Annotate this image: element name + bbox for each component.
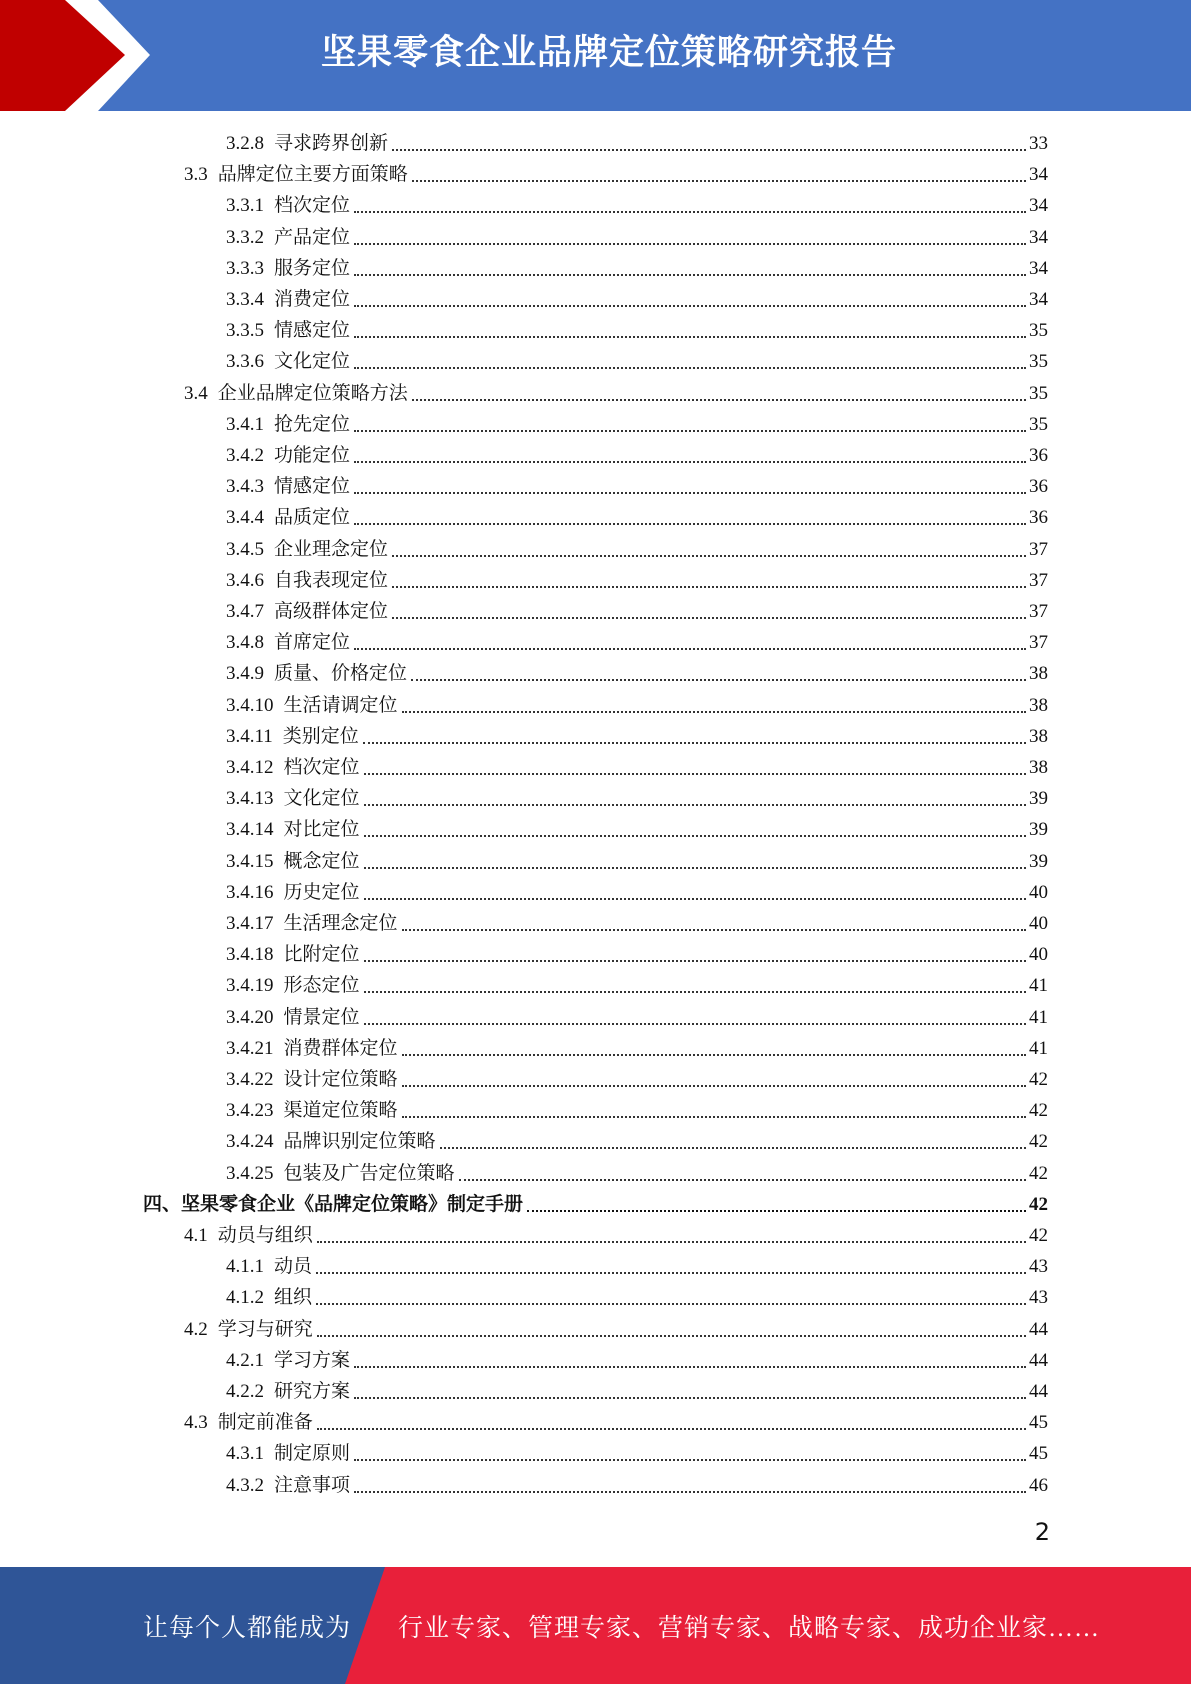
toc-dot-leader bbox=[364, 834, 1026, 837]
toc-entry[interactable] bbox=[226, 1002, 1048, 1033]
toc-dot-leader bbox=[527, 1209, 1026, 1212]
toc-entry[interactable] bbox=[184, 1220, 1048, 1251]
toc-entry[interactable] bbox=[226, 908, 1048, 939]
toc-entry[interactable] bbox=[226, 690, 1048, 721]
toc-entry-title: 生活请调定位 bbox=[283, 694, 398, 716]
toc-entry-title: 形态定位 bbox=[283, 975, 360, 997]
toc-entry-page: 36 bbox=[1029, 507, 1048, 529]
toc-dot-leader bbox=[354, 1365, 1026, 1368]
toc-entry[interactable] bbox=[226, 596, 1048, 627]
toc-entry-title: 功能定位 bbox=[274, 445, 351, 466]
footer-slogan-left: 让每个人都能成为 bbox=[143, 1615, 352, 1642]
toc-dot-leader bbox=[354, 429, 1026, 432]
toc-entry[interactable] bbox=[226, 565, 1048, 596]
toc-entry-title: 概念定位 bbox=[283, 850, 360, 872]
toc-entry-number: 3.3.3 bbox=[226, 257, 264, 279]
toc-entry-page: 37 bbox=[1029, 601, 1048, 622]
toc-entry[interactable] bbox=[226, 534, 1048, 565]
toc-entry-page: 39 bbox=[1029, 850, 1048, 872]
toc-entry[interactable] bbox=[226, 346, 1048, 377]
toc-entry-title: 高级群体定位 bbox=[274, 601, 389, 622]
toc-dot-leader bbox=[354, 335, 1026, 338]
toc-dot-leader bbox=[392, 616, 1026, 619]
toc-entry-page: 35 bbox=[1029, 320, 1048, 342]
toc-entry-page: 41 bbox=[1029, 975, 1048, 997]
toc-entry-title: 历史定位 bbox=[283, 881, 360, 903]
toc-entry[interactable] bbox=[226, 970, 1048, 1001]
report-title: 坚果零食企业品牌定位策略研究报告 bbox=[320, 33, 897, 73]
toc-dot-leader bbox=[412, 398, 1026, 401]
toc-entry-number: 4.1.2 bbox=[226, 1287, 264, 1309]
toc-entry-number: 3.4.18 bbox=[226, 944, 274, 966]
toc-entry-number: 3.4.10 bbox=[226, 694, 274, 716]
toc-entry-page: 42 bbox=[1029, 1225, 1048, 1246]
toc-entry[interactable] bbox=[226, 1251, 1048, 1282]
toc-entry-number: 3.4.21 bbox=[226, 1037, 274, 1059]
toc-entry-title: 服务定位 bbox=[274, 257, 351, 279]
toc-entry-number: 3.4.14 bbox=[226, 819, 274, 841]
toc-entry-number: 3.4.20 bbox=[226, 1006, 274, 1028]
toc-entry-page: 38 bbox=[1029, 757, 1048, 778]
toc-dot-leader bbox=[363, 741, 1026, 744]
toc-entry-title: 品质定位 bbox=[274, 507, 351, 529]
toc-entry-title: 情感定位 bbox=[274, 476, 351, 498]
toc-entry-number: 3.4 bbox=[184, 382, 208, 404]
toc-entry-title: 品牌定位主要方面策略 bbox=[217, 164, 408, 186]
toc-entry-number: 3.4.13 bbox=[226, 788, 274, 810]
toc-entry-title: 对比定位 bbox=[283, 819, 360, 841]
toc-entry-number: 3.4.12 bbox=[226, 757, 274, 778]
toc-entry-title: 首席定位 bbox=[274, 632, 351, 654]
toc-entry-title: 档次定位 bbox=[274, 195, 351, 217]
toc-entry-page: 38 bbox=[1029, 725, 1048, 747]
toc-dot-leader bbox=[412, 179, 1026, 182]
toc-entry-number: 3.3.5 bbox=[226, 320, 264, 342]
toc-entry[interactable] bbox=[226, 190, 1048, 221]
toc-entry-page: 37 bbox=[1029, 538, 1048, 560]
toc-entry-number: 3.3.4 bbox=[226, 289, 264, 310]
toc-entry[interactable] bbox=[184, 378, 1048, 409]
toc-entry-page: 40 bbox=[1029, 944, 1048, 966]
toc-entry-page: 38 bbox=[1029, 694, 1048, 716]
toc-entry[interactable] bbox=[226, 721, 1048, 752]
toc-entry-number: 4.3.2 bbox=[226, 1474, 264, 1496]
toc-dot-leader bbox=[354, 491, 1026, 494]
toc-dot-leader bbox=[392, 554, 1026, 557]
toc-entry[interactable] bbox=[226, 253, 1048, 284]
toc-entry-number: 3.4.19 bbox=[226, 975, 274, 997]
toc-entry-page: 33 bbox=[1029, 133, 1048, 154]
toc-dot-leader bbox=[364, 990, 1026, 993]
toc-entry-title: 情景定位 bbox=[283, 1006, 360, 1028]
toc-entry-number: 3.4.11 bbox=[226, 725, 273, 747]
toc-entry-number: 3.4.24 bbox=[226, 1131, 274, 1153]
toc-entry[interactable] bbox=[226, 658, 1048, 689]
toc-dot-leader bbox=[364, 772, 1026, 775]
toc-dot-leader bbox=[364, 1022, 1026, 1025]
toc-entry-page: 37 bbox=[1029, 632, 1048, 654]
toc-entry[interactable] bbox=[226, 1064, 1048, 1095]
toc-entry-page: 41 bbox=[1029, 1006, 1048, 1028]
toc-entry-page: 39 bbox=[1029, 788, 1048, 810]
toc-entry-title: 设计定位策略 bbox=[283, 1069, 398, 1090]
toc-dot-leader bbox=[402, 1053, 1026, 1056]
toc-dot-leader bbox=[317, 1334, 1026, 1337]
toc-entry-title: 注意事项 bbox=[274, 1474, 351, 1496]
toc-entry-page: 43 bbox=[1029, 1256, 1048, 1278]
toc-entry-title: 质量、价格定位 bbox=[274, 663, 408, 685]
toc-entry-number: 4.1 bbox=[184, 1225, 208, 1246]
toc-entry-page: 37 bbox=[1029, 569, 1048, 591]
toc-entry[interactable] bbox=[226, 1470, 1048, 1501]
toc-entry-title: 动员 bbox=[274, 1256, 313, 1278]
toc-entry[interactable] bbox=[226, 1345, 1048, 1376]
toc-entry-page: 42 bbox=[1029, 1193, 1048, 1215]
toc-entry-number: 4.1.1 bbox=[226, 1256, 264, 1278]
toc-entry-page: 42 bbox=[1029, 1131, 1048, 1153]
toc-entry-number: 4.2.1 bbox=[226, 1349, 264, 1371]
toc-entry-title: 比附定位 bbox=[283, 944, 360, 966]
toc-entry-title: 制定前准备 bbox=[217, 1412, 313, 1434]
toc-entry-number: 4.2 bbox=[184, 1318, 208, 1340]
toc-dot-leader bbox=[354, 647, 1026, 650]
toc-entry[interactable] bbox=[226, 627, 1048, 658]
toc-entry-page: 34 bbox=[1029, 289, 1048, 310]
toc-dot-leader bbox=[402, 1115, 1026, 1118]
toc-dot-leader bbox=[411, 678, 1026, 681]
toc-entry[interactable] bbox=[226, 284, 1048, 315]
toc-entry[interactable] bbox=[226, 1095, 1048, 1126]
toc-entry[interactable] bbox=[143, 1189, 1048, 1220]
toc-entry-page: 35 bbox=[1029, 413, 1048, 435]
toc-entry-title: 四、坚果零食企业《品牌定位策略》制定手册 bbox=[143, 1193, 524, 1215]
page-header bbox=[0, 0, 1191, 111]
toc-entry-number: 3.4.3 bbox=[226, 476, 264, 498]
toc-entry-number: 4.3.1 bbox=[226, 1443, 264, 1465]
toc-dot-leader bbox=[459, 1178, 1026, 1181]
toc-entry[interactable] bbox=[184, 159, 1048, 190]
toc-entry[interactable] bbox=[226, 1438, 1048, 1469]
toc-entry-page: 36 bbox=[1029, 476, 1048, 498]
toc-entry-title: 品牌识别定位策略 bbox=[283, 1131, 436, 1153]
toc-entry-number: 3.4.1 bbox=[226, 413, 264, 435]
toc-entry-page: 45 bbox=[1029, 1412, 1048, 1434]
toc-entry-page: 44 bbox=[1029, 1318, 1048, 1340]
toc-entry-page: 34 bbox=[1029, 195, 1048, 217]
toc-entry-number: 3.4.7 bbox=[226, 601, 264, 622]
toc-entry-page: 34 bbox=[1029, 226, 1048, 248]
toc-entry-number: 3.4.25 bbox=[226, 1162, 274, 1184]
toc-entry-page: 46 bbox=[1029, 1474, 1048, 1496]
toc-entry[interactable] bbox=[226, 128, 1048, 159]
toc-dot-leader bbox=[317, 1240, 1026, 1243]
toc-entry-number: 3.4.4 bbox=[226, 507, 264, 529]
toc-entry[interactable] bbox=[226, 939, 1048, 970]
toc-entry-page: 38 bbox=[1029, 663, 1048, 685]
toc-entry-page: 44 bbox=[1029, 1349, 1048, 1371]
toc-entry[interactable] bbox=[226, 471, 1048, 502]
toc-dot-leader bbox=[364, 959, 1026, 962]
toc-entry-title: 消费定位 bbox=[274, 289, 351, 310]
toc-dot-leader bbox=[364, 866, 1026, 869]
toc-entry-title: 包装及广告定位策略 bbox=[283, 1162, 455, 1184]
toc-entry-title: 学习方案 bbox=[274, 1349, 351, 1371]
toc-entry-page: 39 bbox=[1029, 819, 1048, 841]
toc-entry-title: 抢先定位 bbox=[274, 413, 351, 435]
toc-entry-title: 企业理念定位 bbox=[274, 538, 389, 560]
toc-entry-title: 研究方案 bbox=[274, 1381, 351, 1402]
toc-dot-leader bbox=[402, 928, 1026, 931]
toc-entry-page: 42 bbox=[1029, 1100, 1048, 1122]
toc-entry-title: 文化定位 bbox=[283, 788, 360, 810]
toc-entry-title: 消费群体定位 bbox=[283, 1037, 398, 1059]
toc-entry-page: 35 bbox=[1029, 351, 1048, 373]
toc-entry-title: 制定原则 bbox=[274, 1443, 351, 1465]
toc-entry-title: 寻求跨界创新 bbox=[274, 133, 389, 154]
toc-dot-leader bbox=[354, 1490, 1026, 1493]
toc-entry-number: 3.4.5 bbox=[226, 538, 264, 560]
toc-entry[interactable] bbox=[226, 502, 1048, 533]
toc-dot-leader bbox=[392, 585, 1026, 588]
toc-dot-leader bbox=[354, 1458, 1026, 1461]
toc-entry[interactable] bbox=[226, 1376, 1048, 1407]
toc-dot-leader bbox=[354, 210, 1026, 213]
toc-dot-leader bbox=[354, 366, 1026, 369]
toc-entry-title: 情感定位 bbox=[274, 320, 351, 342]
toc-entry-number: 3.4.9 bbox=[226, 663, 264, 685]
toc-entry-number: 3.4.23 bbox=[226, 1100, 274, 1122]
toc-dot-leader bbox=[316, 1302, 1026, 1305]
toc-entry-number: 4.2.2 bbox=[226, 1381, 264, 1402]
toc-entry[interactable] bbox=[226, 783, 1048, 814]
toc-entry-page: 42 bbox=[1029, 1069, 1048, 1090]
toc-entry-number: 3.4.17 bbox=[226, 913, 274, 934]
toc-entry[interactable] bbox=[226, 222, 1048, 253]
toc-entry-page: 40 bbox=[1029, 913, 1048, 934]
toc-entry-page: 43 bbox=[1029, 1287, 1048, 1309]
toc-dot-leader bbox=[354, 242, 1026, 245]
toc-dot-leader bbox=[354, 522, 1026, 525]
toc-entry[interactable] bbox=[226, 440, 1048, 471]
toc-entry-page: 45 bbox=[1029, 1443, 1048, 1465]
toc-entry-page: 35 bbox=[1029, 382, 1048, 404]
toc-entry-number: 3.4.22 bbox=[226, 1069, 274, 1090]
toc-dot-leader bbox=[317, 1427, 1026, 1430]
toc-entry-number: 3.4.2 bbox=[226, 445, 264, 466]
toc-entry-number: 4.3 bbox=[184, 1412, 208, 1434]
toc-entry[interactable] bbox=[226, 752, 1048, 783]
toc-dot-leader bbox=[440, 1146, 1026, 1149]
toc-entry-page: 44 bbox=[1029, 1381, 1048, 1402]
toc-entry-title: 类别定位 bbox=[282, 725, 359, 747]
toc-dot-leader bbox=[354, 1396, 1026, 1399]
toc-entry[interactable] bbox=[226, 1126, 1048, 1157]
toc-entry[interactable] bbox=[226, 814, 1048, 845]
toc-entry-page: 41 bbox=[1029, 1037, 1048, 1059]
toc-entry-number: 3.2.8 bbox=[226, 133, 264, 154]
toc-entry-title: 生活理念定位 bbox=[283, 913, 398, 934]
toc-entry[interactable] bbox=[226, 877, 1048, 908]
toc-entry-title: 渠道定位策略 bbox=[283, 1100, 398, 1122]
toc-dot-leader bbox=[316, 1271, 1026, 1274]
page-number: 2 bbox=[1034, 1518, 1050, 1546]
toc-dot-leader bbox=[364, 897, 1026, 900]
toc-entry[interactable] bbox=[184, 1407, 1048, 1438]
toc-entry-page: 40 bbox=[1029, 881, 1048, 903]
toc-entry-number: 3.3.6 bbox=[226, 351, 264, 373]
toc-entry[interactable] bbox=[226, 1033, 1048, 1064]
toc-entry-page: 36 bbox=[1029, 445, 1048, 466]
toc-entry[interactable] bbox=[226, 1158, 1048, 1189]
toc-dot-leader bbox=[364, 803, 1026, 806]
toc-entry[interactable] bbox=[226, 315, 1048, 346]
toc-entry-page: 34 bbox=[1029, 257, 1048, 279]
toc-entry-title: 自我表现定位 bbox=[274, 569, 389, 591]
toc-entry-number: 3.4.16 bbox=[226, 881, 274, 903]
toc-dot-leader bbox=[392, 148, 1026, 151]
toc-entry[interactable] bbox=[226, 409, 1048, 440]
toc-entry-title: 产品定位 bbox=[274, 226, 351, 248]
toc-dot-leader bbox=[354, 304, 1026, 307]
footer-slogan-right: 行业专家、管理专家、营销专家、战略专家、成功企业家…… bbox=[398, 1615, 1101, 1642]
toc-entry[interactable] bbox=[226, 846, 1048, 877]
toc-dot-leader bbox=[402, 1084, 1026, 1087]
toc-entry-title: 学习与研究 bbox=[217, 1318, 313, 1340]
toc-dot-leader bbox=[402, 710, 1026, 713]
toc-entry[interactable] bbox=[226, 1282, 1048, 1313]
toc-entry-number: 3.4.6 bbox=[226, 569, 264, 591]
toc-entry-number: 3.4.15 bbox=[226, 850, 274, 872]
toc-dot-leader bbox=[354, 460, 1026, 463]
toc-entry-page: 34 bbox=[1029, 164, 1048, 186]
toc-dot-leader bbox=[354, 273, 1026, 276]
toc-entry-number: 3.4.8 bbox=[226, 632, 264, 654]
toc-entry-title: 档次定位 bbox=[283, 757, 360, 778]
toc-entry[interactable] bbox=[184, 1314, 1048, 1345]
toc-entry-title: 文化定位 bbox=[274, 351, 351, 373]
toc-entry-title: 企业品牌定位策略方法 bbox=[217, 382, 408, 404]
toc-entry-page: 42 bbox=[1029, 1162, 1048, 1184]
toc-entry-title: 组织 bbox=[274, 1287, 313, 1309]
toc-entry-number: 3.3 bbox=[184, 164, 208, 186]
toc-entry-number: 3.3.2 bbox=[226, 226, 264, 248]
page-footer bbox=[0, 1567, 1191, 1684]
toc-entry-title: 动员与组织 bbox=[217, 1225, 313, 1246]
toc-entry-number: 3.3.1 bbox=[226, 195, 264, 217]
